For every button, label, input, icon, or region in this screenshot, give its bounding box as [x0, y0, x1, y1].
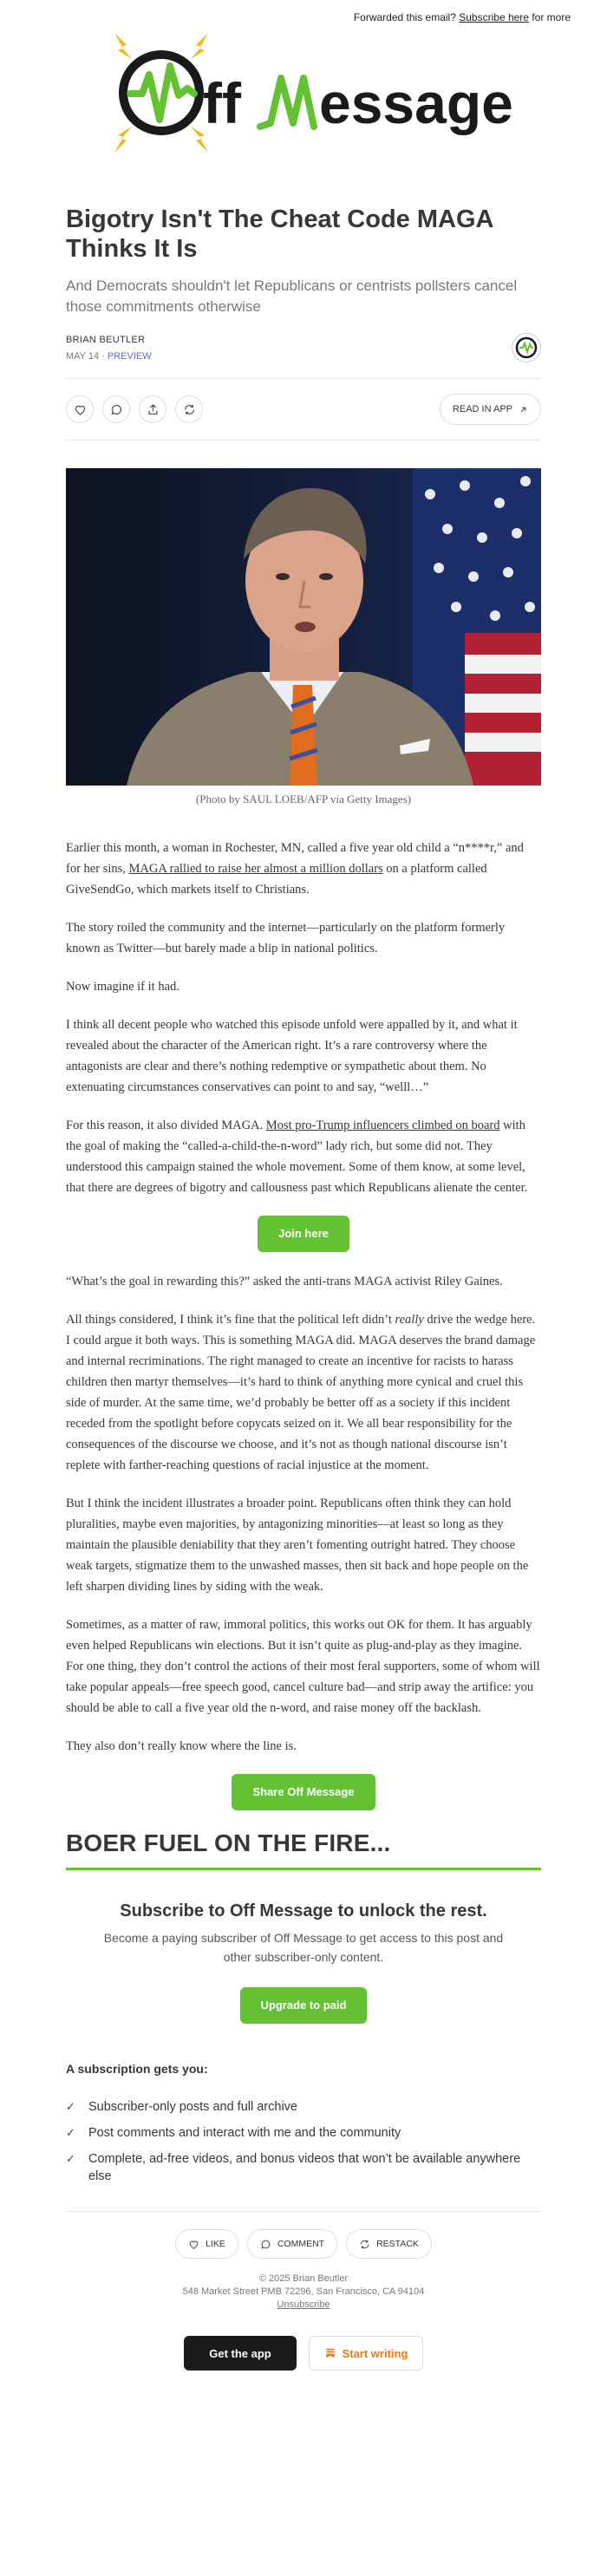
paragraph: All things considered, I think it’s fine that the political left didn’t really drive the wedge here. I could argue it both ways. This is something MAGA did. MAGA deserves the brand damage and internal recriminations. The right managed to create an incentive for racists to harass children then martyr themselves—it’s hard to think of anything more cynical and cruel this side of murder. At the same time, we’d probably be better off as a society if this incident receded from the spotlight before copycats seized on it. We all bear responsibility for the consequences of the discourse we choose, and it’s not as though national discourse isn’t replete with farther-reaching questions of racial injustice at the moment. — [66, 1313, 536, 1472]
like-button[interactable] — [66, 395, 94, 423]
like-pill-button[interactable]: LIKE — [175, 2229, 238, 2259]
restack-icon — [359, 2239, 370, 2250]
read-in-app-button[interactable]: READ IN APP — [440, 394, 541, 425]
comment-icon — [260, 2239, 271, 2250]
off-message-logo[interactable] — [66, 26, 541, 182]
byline — [66, 326, 541, 369]
restack-pill-button[interactable]: RESTACK — [346, 2229, 432, 2259]
unsubscribe-link[interactable]: Unsubscribe — [277, 2299, 330, 2310]
benefits-heading: A subscription gets you: — [66, 2062, 208, 2076]
check-icon: ✓ — [66, 2152, 75, 2165]
copyright: © 2025 Brian Beutler — [258, 2273, 349, 2284]
check-icon: ✓ — [66, 2126, 75, 2139]
post-title[interactable]: Bigotry Isn't The Cheat Code MAGA Thinks It Is — [66, 205, 493, 263]
list-item: ✓ Post comments and interact with me and the community — [66, 2126, 401, 2140]
comment-button[interactable] — [102, 395, 130, 423]
heart-icon — [188, 2239, 199, 2250]
paragraph: “What’s the goal in rewarding this?” asked the anti-trans MAGA activist Riley Gaines. — [66, 1275, 503, 1288]
list-item: ✓ Complete, ad-free videos, and bonus videos that won’t be available anywhere else — [66, 2152, 521, 2183]
maga-rallied-link[interactable]: MAGA rallied to raise her almost a million dollars — [128, 862, 383, 876]
paragraph: Earlier this month, a woman in Rochester, MN, called a five year old child a “n****r,” and for her sins, MAGA rallied to raise her almost a million dollars on a platform called GiveSendGo, which markets itself to Christians. — [66, 841, 524, 897]
paragraph: But I think the incident illustrates a broader point. Republicans often think they can hold pluralities, maybe even majorities, by antagonizing minorities—at least so long as they maintain the plausible deniability that they aren’t fomenting outright hatred. They choose weak targets, stigmatize them to the unwashed masses, then sit back and hope people on the left sharpen dividing lines by siding with the weak. — [66, 1497, 529, 1594]
avatar-logo-icon — [515, 336, 538, 359]
post-photo[interactable] — [66, 468, 541, 786]
list-item: ✓ Subscriber-only posts and full archive — [66, 2100, 297, 2114]
paragraph: They also don’t really know where the line is. — [66, 1739, 297, 1753]
author-avatar[interactable] — [512, 333, 541, 362]
check-icon: ✓ — [66, 2100, 75, 2113]
share-button[interactable] — [139, 395, 166, 423]
bottom-actions — [66, 2211, 541, 2371]
author-name[interactable]: BRIAN BEUTLER — [66, 334, 146, 345]
restack-button[interactable] — [175, 395, 203, 423]
comment-pill-button[interactable]: COMMENT — [247, 2229, 337, 2259]
svg-text:essage: essage — [319, 71, 513, 135]
paragraph: I think all decent people who watched this episode unfold were appalled by it, and what it revealed about the character of the American right. It’s a rare controversy where the antagonists are clear and there’s nothing redemptive or sympathetic about them. No extenuating circumstances conservatives can point to and say, “welll…” — [66, 1018, 518, 1094]
share-off-message-button[interactable]: Share Off Message — [232, 1774, 375, 1810]
post-date: MAY 14 · PREVIEW — [66, 350, 152, 362]
substack-icon — [324, 2347, 336, 2359]
post-body — [66, 838, 541, 1810]
paragraph: Sometimes, as a matter of raw, immoral politics, this works out OK for them. It has arguably even helped Republicans win elections. But it isn’t quite as plug-and-play as they imagine. For one thing, they don’t control the actions of their most feral supporters, some of whom will take popular appeals—free speech good, cancel culture bad—and strip away the artifice: you should be able to call a five year old the n-word, and raise money off the backlash. — [66, 1618, 540, 1715]
forwarded-notice: Forwarded this email? Subscribe here for more — [353, 11, 571, 23]
photo-caption: (Photo by SAUL LOEB/AFP via Getty Images) — [195, 792, 412, 805]
section-heading: BOER FUEL ON THE FIRE... — [66, 1829, 541, 1870]
paywall-heading: Subscribe to Off Message to unlock the rest. — [120, 1901, 487, 1921]
get-the-app-button[interactable]: Get the app — [184, 2336, 297, 2371]
post-subtitle: And Democrats shouldn't let Republicans or centrists pollsters cancel those commitments otherwise — [66, 277, 518, 315]
arrow-up-right-icon — [519, 405, 528, 414]
svg-text:ff: ff — [203, 71, 241, 135]
restack-icon — [183, 403, 196, 416]
join-here-button[interactable]: Join here — [258, 1216, 349, 1252]
paragraph: Now imagine if it had. — [66, 980, 179, 994]
start-writing-button[interactable]: Start writing — [309, 2336, 423, 2371]
footer — [66, 2273, 541, 2312]
paywall-text: Become a paying subscriber of Off Message to get access to this post and other subscriber-only content. — [103, 1931, 504, 1964]
heart-icon — [74, 403, 87, 416]
address: 548 Market Street PMB 72296, San Francisco, CA 94104 — [182, 2286, 425, 2297]
subscribe-here-link[interactable]: Subscribe here — [459, 11, 529, 23]
upgrade-to-paid-button[interactable]: Upgrade to paid — [240, 1987, 368, 2024]
benefits-list — [66, 2098, 541, 2185]
pro-trump-influencers-link[interactable]: Most pro-Trump influencers climbed on board — [265, 1118, 500, 1132]
post-actions — [66, 378, 541, 440]
share-icon — [147, 403, 160, 416]
paragraph: For this reason, it also divided MAGA. Most pro-Trump influencers climbed on board with the goal of making the “called-a-child-the-n-word” lady rich, but some did not. They understood this campaign stained the whole movement. Some of them know, at some level, that there are degrees of bigotry and callousness past which Republicans alienate the center. — [66, 1118, 528, 1195]
paragraph: The story roiled the community and the internet—particularly on the platform formerly known as Twitter—but barely made a blip in national politics. — [66, 921, 506, 955]
paywall — [66, 1901, 541, 2024]
comment-icon — [110, 403, 123, 416]
